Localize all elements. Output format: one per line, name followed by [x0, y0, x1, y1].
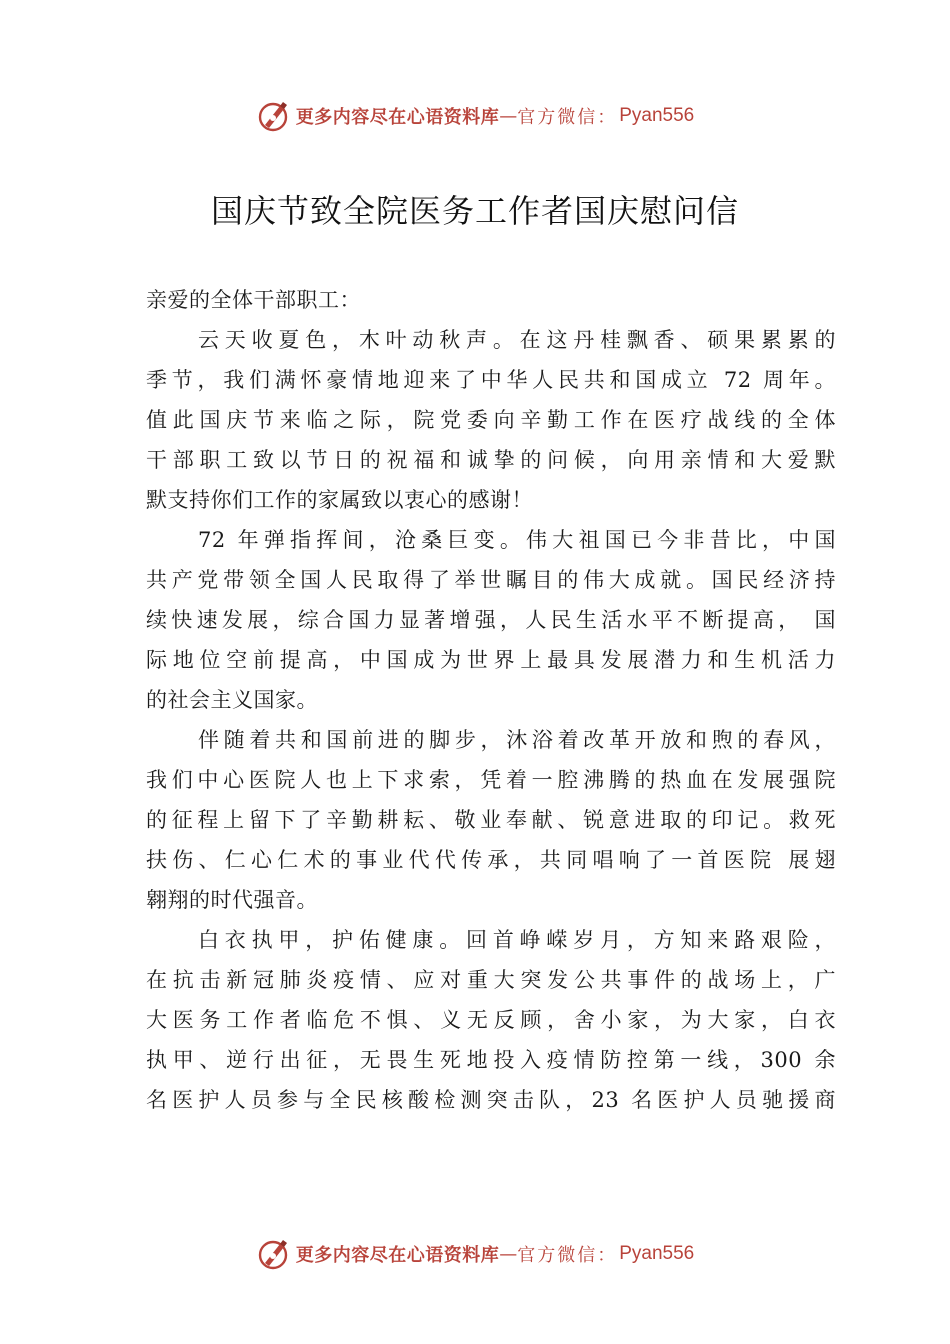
text-line: 扶伤、仁心仁术的事业代代传承，共同唱响了一首医院 展翅 — [146, 848, 836, 872]
text-line: 季节，我们满怀豪情地迎来了中华人民共和国成立 72 周年。 — [146, 368, 836, 392]
text-line: 我们中心医院人也上下求索，凭着一腔沸腾的热血在发展强院 — [146, 768, 836, 792]
text-line: 干部职工致以节日的祝福和诚挚的问候，向用亲情和大爱默 — [146, 448, 836, 472]
footer-banner — [0, 1234, 950, 1274]
text-line: 执甲、逆行出征，无畏生死地投入疫情防控第一线，300 余 — [146, 1048, 836, 1072]
wechat-id: Pyan556 — [619, 1243, 695, 1264]
wechat-id: Pyan556 — [619, 105, 695, 126]
paragraph-lines — [146, 320, 836, 1120]
text-line: 在抗击新冠肺炎疫情、应对重大突发公共事件的战场上，广 — [146, 968, 836, 992]
text-line: 共产党带领全国人民取得了举世瞩目的伟大成就。国民经济持 — [146, 568, 836, 592]
wechat-label: 官方微信： — [517, 1245, 618, 1266]
text-line: 的征程上留下了辛勤耕耘、敬业奉献、锐意进取的印记。救死 — [146, 808, 836, 832]
text-line: 默支持你们工作的家属致以衷心的感谢！ — [146, 488, 533, 512]
pen-logo-icon — [256, 98, 292, 134]
text-line: 际地位空前提高，中国成为世界上最具发展潜力和生机活力 — [146, 648, 836, 672]
text-line: 翱翔的时代强音。 — [146, 888, 318, 912]
text-line: 的社会主义国家。 — [146, 688, 318, 712]
header-banner — [0, 96, 950, 136]
salutation: 亲爱的全体干部职工： — [146, 288, 361, 312]
brand-text: 更多内容尽在心语资料库 — [295, 107, 500, 128]
banner-separator: — — [499, 105, 518, 127]
text-line: 名医护人员参与全民核酸检测突击队，23 名医护人员驰援商 — [146, 1088, 836, 1112]
document-title: 国庆节致全院医务工作者国庆慰问信 — [210, 192, 739, 230]
banner-separator: — — [499, 1243, 518, 1265]
text-line: 白衣执甲，护佑健康。回首峥嵘岁月，方知来路艰险， — [198, 928, 836, 952]
text-line: 续快速发展，综合国力显著增强，人民生活水平不断提高， 国 — [146, 608, 836, 632]
letter-body — [146, 280, 836, 1120]
text-line: 大医务工作者临危不惧、义无反顾，舍小家，为大家，白衣 — [146, 1008, 836, 1032]
text-line: 伴随着共和国前进的脚步，沐浴着改革开放和煦的春风， — [198, 728, 836, 752]
text-line: 72 年弹指挥间，沧桑巨变。伟大祖国已今非昔比，中国 — [198, 528, 836, 552]
wechat-label: 官方微信： — [517, 107, 618, 128]
brand-text: 更多内容尽在心语资料库 — [295, 1245, 500, 1266]
text-line: 云天收夏色，木叶动秋声。在这丹桂飘香、硕果累累的 — [198, 328, 836, 352]
text-line: 值此国庆节来临之际，院党委向辛勤工作在医疗战线的全体 — [146, 408, 836, 432]
pen-logo-icon — [256, 1236, 292, 1272]
